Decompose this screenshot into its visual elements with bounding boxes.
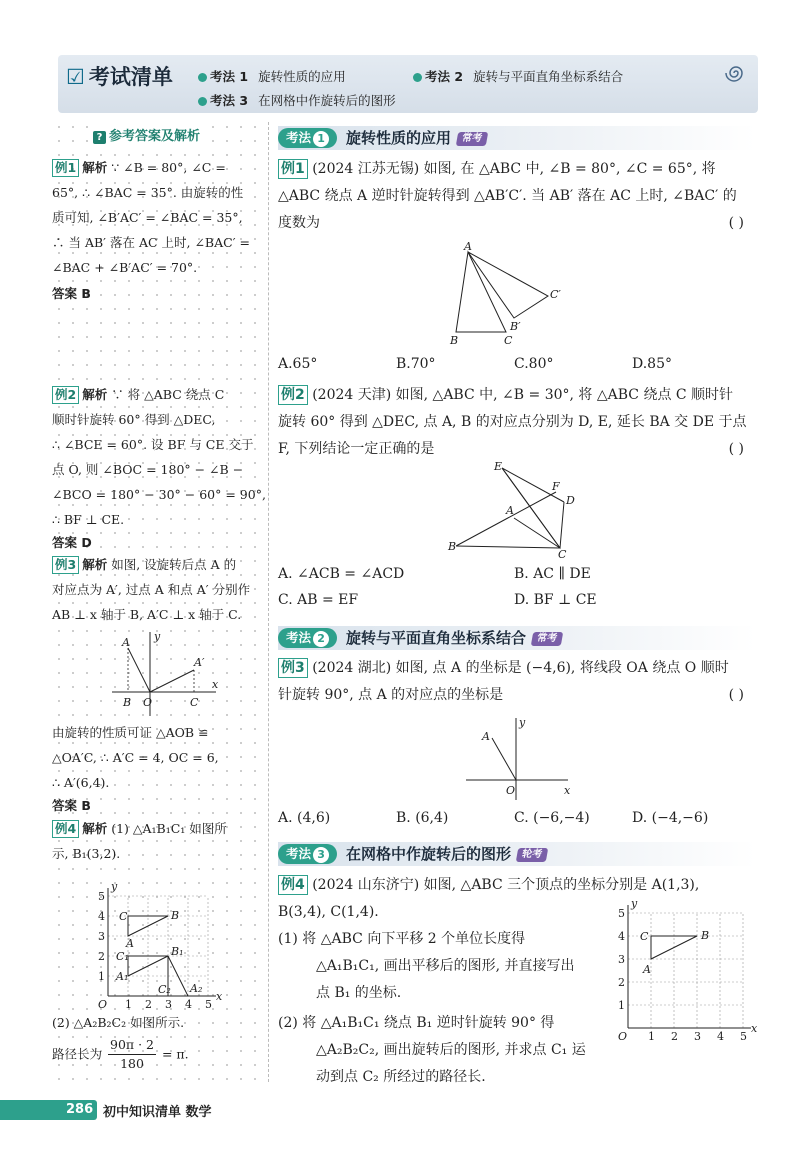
q2-label: 例2 [278,385,308,405]
q2-pt-A: A [506,504,514,517]
bullet-icon [198,97,207,106]
fraction-denominator: 180 [120,1056,144,1071]
x-tick-label: 5 [205,998,212,1011]
q3-option-a[interactable]: A. (4,6) [278,810,331,826]
q1-text: 例1 (2024 江苏无锡) 如图, 在 △ABC 中, ∠B = 80°, ∠C = 65°, 将 △ABC 绕点 A 逆时针旋转得到 △AB′C′. 当 AB′ 落在 AC 上时, ∠BAC′ 的 度数为 ( ) [278,156,756,237]
answer-column [52,120,267,1085]
vertex-label: A₂ [190,982,203,995]
fraction-numerator: 90π · 2 [108,1036,156,1055]
q1-pt-C: C [504,334,513,347]
x-tick-label: 5 [740,1030,747,1043]
y-tick-label: 5 [98,890,105,903]
x-tick-label: 3 [165,998,172,1011]
vertex-label: B [701,929,710,942]
checkmark-icon: ☑ [66,65,85,89]
kf1-tag: 常考 [456,132,488,146]
q4-sub1: (1) 将 △ABC 向下平移 2 个单位长度得 △A₁B₁C₁, 画出平移后的图形, 并直接写出 点 B₁ 的坐标. [278,931,575,1001]
q2-option-d[interactable]: D. BF ⊥ CE [514,592,597,608]
x-axis-label: x [751,1022,758,1035]
y-tick-label: 4 [98,910,105,923]
q2-figure [448,460,588,560]
kf2-banner [278,626,756,650]
q1-option-c[interactable]: C.80° [514,356,554,372]
q2-text: 例2 (2024 天津) 如图, △ABC 中, ∠B = 30°, 将 △ABC 绕点 C 顺时针 旋转 60° 得到 △DEC, 点 A, B 的对应点分别为 D, E, 延长 BA 交 DE 于点 F, 下列结论一定正确的是 ( ) [278,382,756,463]
vertex-label: C₂ [158,983,171,996]
answer-title: ? 参考答案及解析 [90,125,203,144]
answer-ex3: 例3 解析 如图, 设旋转后点 A 的 对应点为 A′, 过点 A 和点 A′ 分别作 AB ⊥ x 轴于 B, A′C ⊥ x 轴于 C. [52,557,251,622]
page-footer [0,1100,290,1120]
x-tick-label: 3 [694,1030,701,1043]
q2-option-a[interactable]: A. ∠ACB = ∠ACD [278,566,405,582]
answer-ex4: 例4 解析 (1) △A₁B₁C₁ 如图所 示, B₁(3,2). [52,821,227,861]
answer-ex4-path: 路径长为 $\frac{90\pi \cdot 2}{180}$ = π. [52,1037,189,1071]
q3-axis-x: x [564,784,571,797]
y-tick-label: 1 [98,970,105,983]
vertex-label: A [126,937,134,950]
y-tick-label: 3 [98,930,105,943]
x-tick-label: 1 [648,1030,655,1043]
kf2-pill: 考法 2 [278,628,337,648]
y-tick-label: 2 [98,950,105,963]
x-axis-label: x [216,990,223,1003]
kf2-name: 旋转与平面直角坐标系结合 常考 [346,627,562,648]
ex3-answer-figure [110,630,220,716]
ex3-label: 例3 [52,556,79,574]
x-tick-label: 4 [185,998,192,1011]
footer-bar [0,1100,62,1120]
swirl-icon [722,59,750,87]
ex4-answer-grid [96,880,223,1011]
y-axis-label: y [111,880,118,893]
answer-2: 答案 D [52,535,92,550]
footer-text: 初中知识清单 数学 [103,1105,212,1120]
section-header [58,55,758,113]
answer-ex4-part2: (2) △A₂B₂C₂ 如图所示. [52,1015,185,1030]
q2-option-b[interactable]: B. AC ∥ DE [514,566,591,582]
kf3-tag: 轮考 [516,848,548,862]
q1-pt-Cp: C′ [550,288,561,301]
q1-pt-B: B [450,334,459,347]
q4-grid-figure [614,896,764,1046]
answer-3: 答案 B [52,798,91,813]
q3-figure [464,716,574,802]
y-tick-label: 4 [618,930,625,943]
axis-x: x [212,678,219,691]
ex4-label: 例4 [52,820,79,838]
answer-1: 答案 B [52,286,91,301]
q2-option-c[interactable]: C. AB = EF [278,592,359,608]
q4-sub2: (2) 将 △A₁B₁C₁ 绕点 B₁ 逆时针旋转 90° 得 △A₂B₂C₂, 画出旋转后的图形, 并求点 C₁ 运 动到点 C₂ 所经过的路径长. [278,1015,586,1085]
kf1-pill: 考法 1 [278,128,337,148]
x-tick-label: 4 [717,1030,724,1043]
q4-text: 例4 (2024 山东济宁) 如图, △ABC 三个顶点的坐标分别是 A(1,3), B(3,4), C(1,4). [278,877,700,920]
q1-option-b[interactable]: B.70° [396,356,436,372]
vertex-label: C [640,930,649,943]
q3-pt-O: O [506,784,516,797]
q3-option-c[interactable]: C. (−6,−4) [514,810,590,826]
q3-axis-y: y [519,716,526,729]
pt-B: B [123,696,132,709]
origin-label: O [98,998,108,1011]
y-tick-label: 1 [618,999,625,1012]
q1-label: 例1 [278,159,308,179]
q3-answer-paren: ( ) [728,687,744,703]
axis-y: y [154,630,161,643]
q3-option-d[interactable]: D. (−4,−6) [632,810,709,826]
header-item-3: 考法 3 在网格中作旋转后的图形 [198,91,396,109]
answer-ex2: 例2 解析 ∵ 将 △ABC 绕点 C 顺时针旋转 60° 得到 △DEC, ∴ ∠BCE = 60°. 设 BF 与 CE 交于 点 O, 则 ∠BOC = 180° − ∠B − ∠BCO = 180° − 30° − 60° = 90°, ∴ BF ⊥ CE. [52,387,266,527]
y-tick-label: 3 [618,953,625,966]
x-tick-label: 2 [671,1030,678,1043]
q1-figure [448,240,568,350]
y-tick-label: 2 [618,976,625,989]
answer-ex1: 例1 解析 ∵ ∠B = 80°, ∠C = 65°, ∴ ∠BAC = 35°. 由旋转的性 质可知, ∠B′AC′ = ∠BAC = 35°, ∴ 当 AB′ 落在 AC 上时, ∠BAC′ = ∠BAC + ∠B′AC′ = 70°. [52,160,250,275]
q2-answer-paren: ( ) [728,441,744,457]
pt-A: A [122,636,130,649]
pt-O: O [143,696,153,709]
q1-pt-Bp: B′ [510,320,521,333]
pt-A-prime: A′ [194,656,205,669]
answer-ex3-cont: 由旋转的性质可证 △AOB ≌ △OA′C, ∴ A′C = 4, OC = 6, ∴ A′(6,4). [52,725,219,790]
q2-pt-C: C [558,548,567,561]
column-divider [268,122,269,1082]
q3-pt-A: A [482,730,490,743]
kf3-pill: 考法 3 [278,844,337,864]
q2-pt-F: F [552,480,560,493]
page-number: 286 [62,1100,97,1120]
q3-label: 例3 [278,658,308,678]
header-item-1: 考法 1 旋转性质的应用 [198,67,346,85]
ex2-label: 例2 [52,386,79,404]
pt-C: C [190,696,199,709]
q1-option-d[interactable]: D.85° [632,356,672,372]
kf1-banner [278,126,756,150]
kf2-tag: 常考 [531,632,563,646]
y-axis-label: y [631,897,638,910]
header-title: ☑ 考试清单 [66,65,173,89]
question-icon: ? [93,131,106,144]
q1-option-a[interactable]: A.65° [278,356,318,372]
q1-pt-A: A [464,240,472,253]
kf1-name: 旋转性质的应用 常考 [346,127,487,148]
vertex-label: B₁ [171,945,184,958]
x-tick-label: 1 [125,998,132,1011]
kf3-name: 在网格中作旋转后的图形 轮考 [346,843,547,864]
q3-text: 例3 (2024 湖北) 如图, 点 A 的坐标是 (−4,6), 将线段 OA 绕点 O 顺时 针旋转 90°, 点 A 的对应点的坐标是 ( ) [278,655,756,709]
ex1-label: 例1 [52,159,79,177]
vertex-label: C [119,910,128,923]
q4-label: 例4 [278,875,308,895]
header-item-2: 考法 2 旋转与平面直角坐标系结合 [413,67,623,85]
q2-pt-E: E [494,460,503,473]
q1-answer-paren: ( ) [728,215,744,231]
bullet-icon [413,73,422,82]
x-tick-label: 2 [145,998,152,1011]
q2-pt-D: D [566,494,575,507]
kf3-banner [278,842,756,866]
vertex-label: C₁ [116,950,129,963]
y-tick-label: 5 [618,907,625,920]
vertex-label: B [171,909,180,922]
q2-pt-B: B [448,540,457,553]
vertex-label: A₁ [116,970,129,983]
vertex-label: A [643,963,651,976]
bullet-icon [198,73,207,82]
origin-label: O [618,1030,628,1043]
q3-option-b[interactable]: B. (6,4) [396,810,449,826]
